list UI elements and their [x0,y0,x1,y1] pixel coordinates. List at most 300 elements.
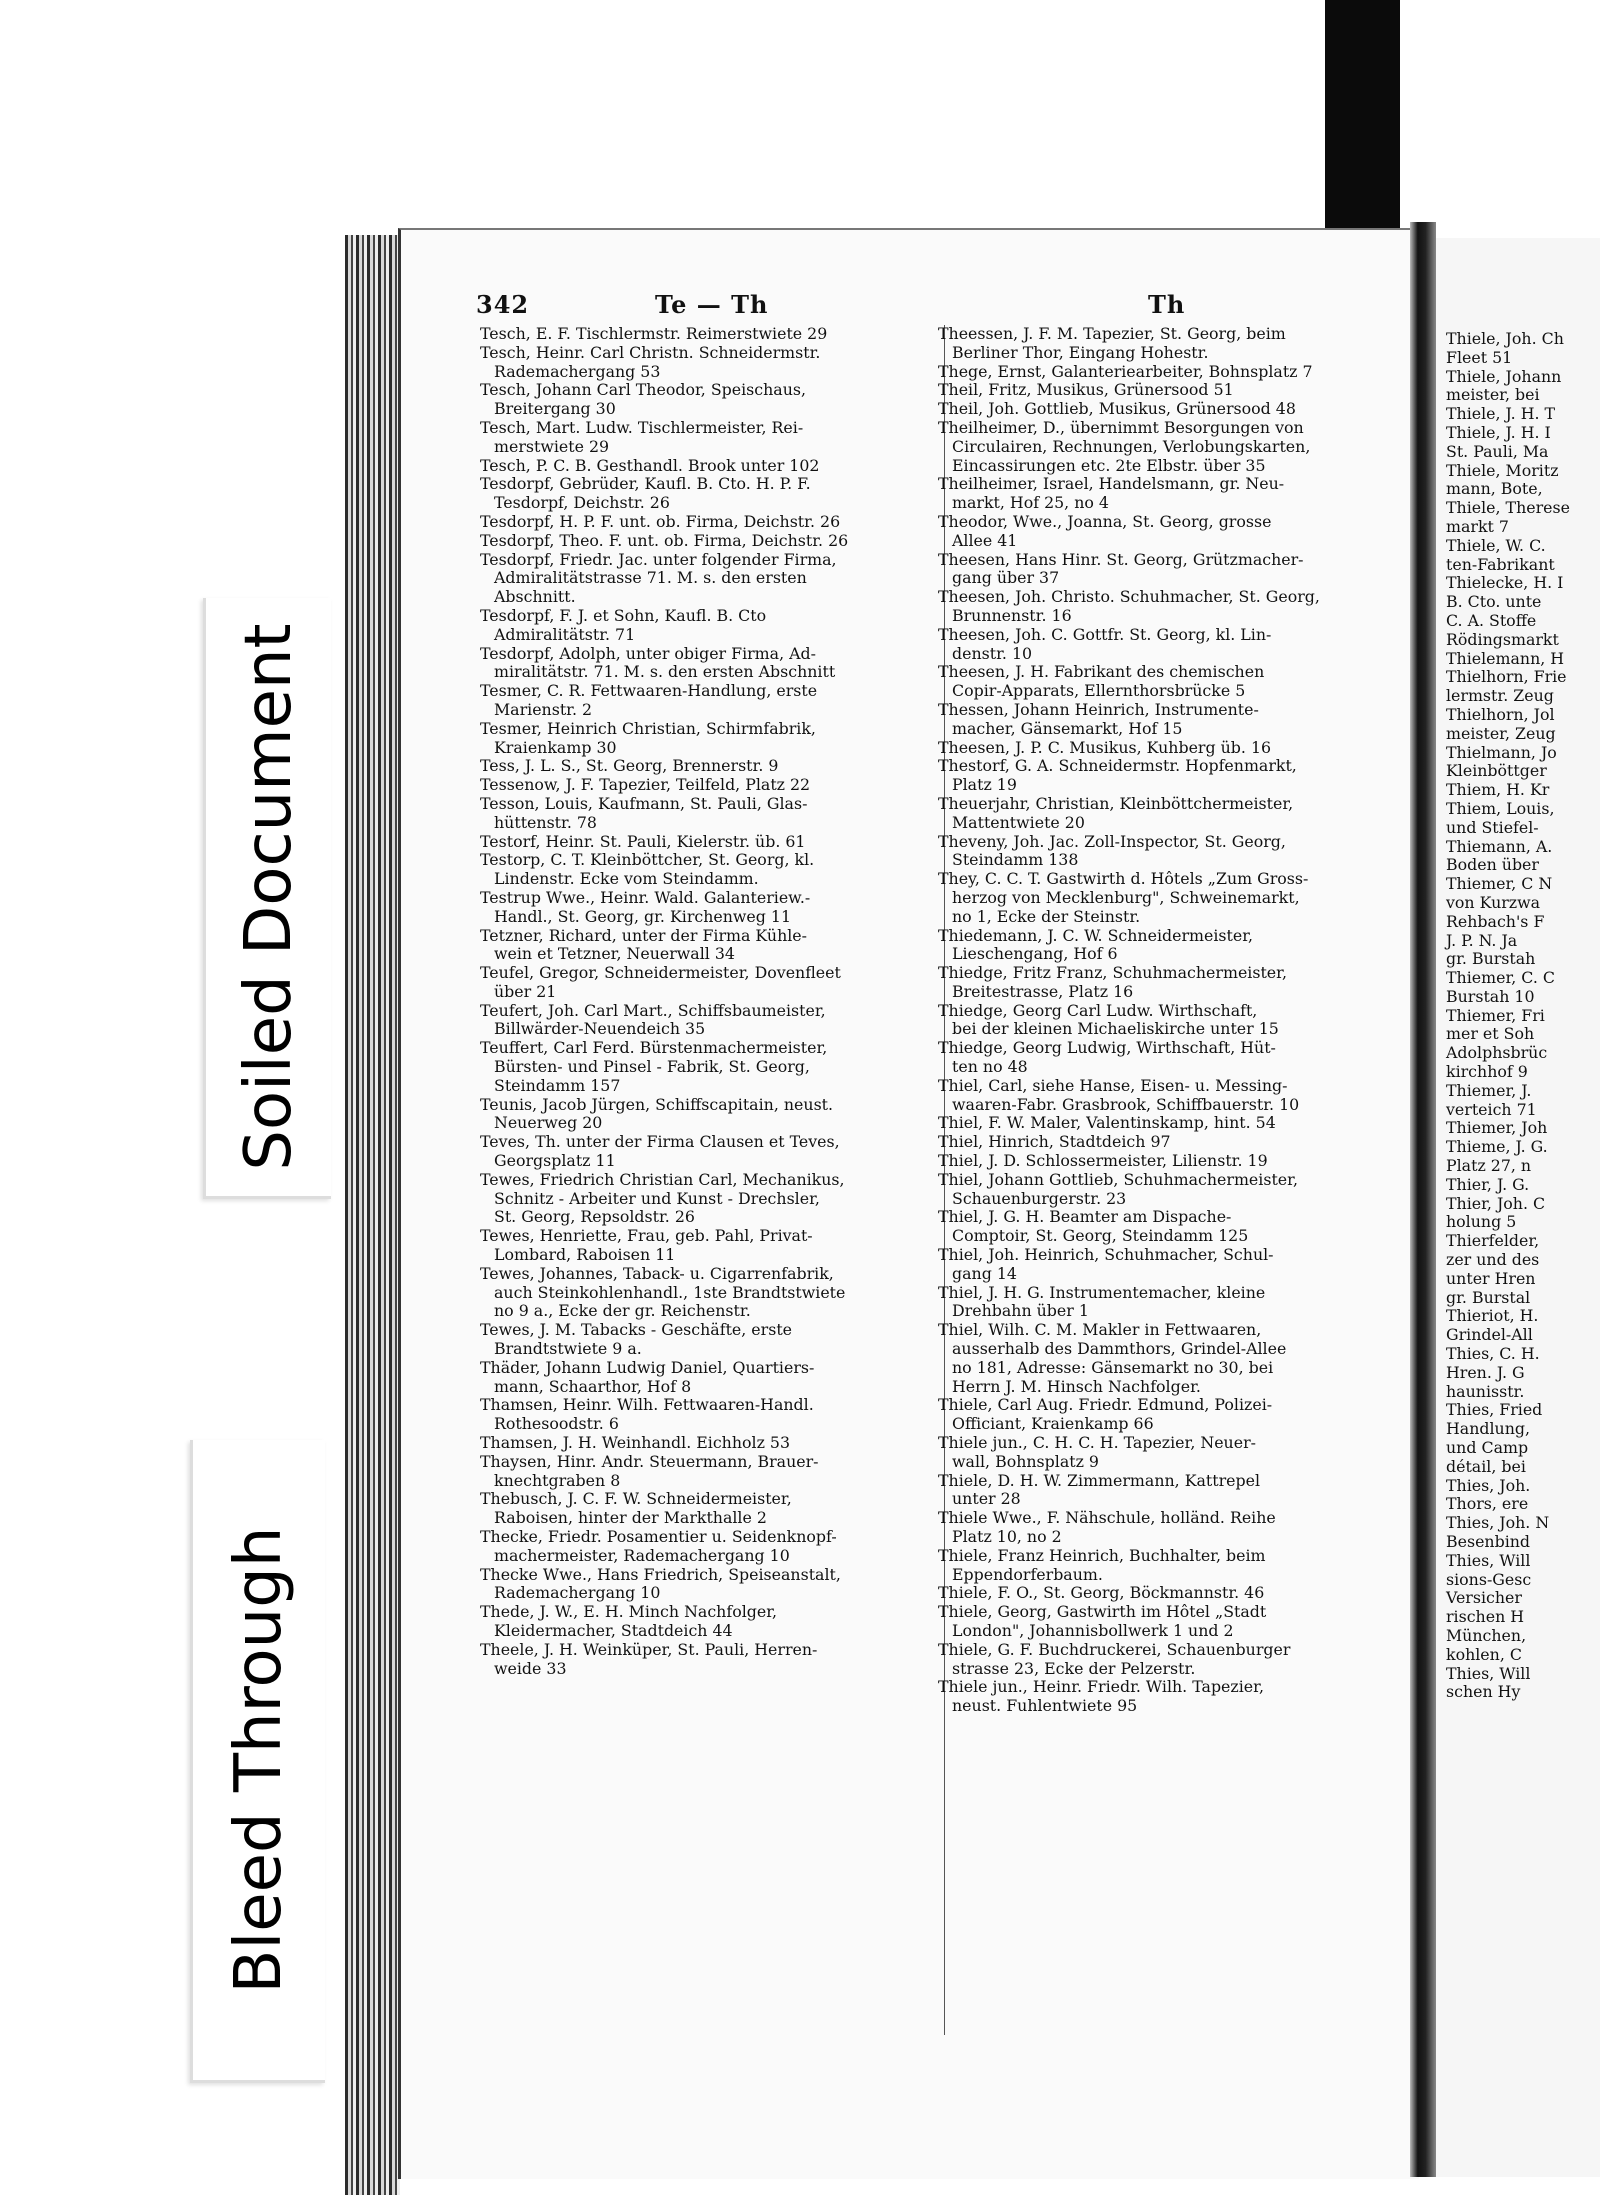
directory-entry [480,833,938,852]
entry-line: Teunis, Jacob Jürgen, Schiffscapitain, neust. [480,1094,834,1114]
next-page-line: Thiele, W. C. [1446,535,1546,555]
directory-entry [938,1208,1390,1246]
directory-entry [480,532,938,551]
entry-continuation: Brandtstwiete 9 a. [494,1339,642,1359]
entry-continuation: ausserhalb des Dammthors, Grindel-Allee [952,1339,1287,1359]
next-page-line: Kleinböttger [1446,761,1547,781]
entry-line: Theesen, J. H. Fabrikant des chemischen [938,662,1265,682]
directory-entry [938,1114,1390,1133]
entry-line: Thiedge, Georg Ludwig, Wirthschaft, Hüt- [938,1038,1276,1058]
directory-entry [480,1227,938,1265]
entry-continuation: Berliner Thor, Eingang Hohestr. [952,342,1209,362]
next-page-line: Thies, C. H. [1446,1344,1540,1364]
next-page-line: C. A. Stoffe [1446,610,1537,630]
directory-entry [938,833,1390,871]
next-page-line: München, [1446,1625,1527,1645]
next-page-line: markt 7 [1446,516,1509,536]
entry-line: Thecke Wwe., Hans Friedrich, Speiseanstalt, [480,1564,841,1584]
entry-line: Thiele Wwe., F. Nähschule, holländ. Reihe [938,1508,1276,1528]
entry-line: Tesmer, Heinrich Christian, Schirmfabrik, [480,718,816,738]
directory-entry [480,513,938,532]
entry-line: Testorf, Heinr. St. Pauli, Kielerstr. üb. 61 [480,831,806,851]
directory-entry [480,1528,938,1566]
entry-line: Tesdorpf, Adolph, unter obiger Firma, Ad- [480,643,816,663]
entry-continuation: Lieschengang, Hof 6 [952,944,1118,964]
entry-continuation: Georgsplatz 11 [494,1151,616,1171]
bleed-through-text: Bleed Through [222,1526,296,1994]
entry-line: Teufert, Joh. Carl Mart., Schiffsbaumeister, [480,1000,826,1020]
entry-line: Testrup Wwe., Heinr. Wald. Galanteriew.- [480,887,811,907]
directory-entry [938,739,1390,758]
directory-entry [480,1002,938,1040]
directory-entry [938,1039,1390,1077]
directory-entry [480,1603,938,1641]
directory-entry [480,1434,938,1453]
entry-continuation: herzog von Mecklenburg", Schweinemarkt, [952,887,1300,907]
entry-line: Thiel, F. W. Maler, Valentinskamp, hint. 54 [938,1113,1276,1133]
entry-line: Teuffert, Carl Ferd. Bürstenmachermeister, [480,1038,828,1058]
directory-entry [480,1133,938,1171]
directory-entry [938,870,1390,926]
next-page-line: ten-Fabrikant [1446,554,1555,574]
entry-continuation: Rademachergang 53 [494,361,661,381]
next-page-line: Thiele, Joh. Ch [1446,329,1564,348]
directory-entry [480,645,938,683]
directory-entry [938,363,1390,382]
next-page-line: Thielhorn, Frie [1446,667,1567,687]
entry-line: Thiele, D. H. W. Zimmermann, Kattrepel [938,1470,1261,1490]
next-page-line: Thies, Fried [1446,1400,1543,1420]
entry-line: Tess, J. L. S., St. Georg, Brennerstr. 9 [480,756,779,776]
next-page-line: Versicher [1446,1588,1522,1608]
entry-continuation: hüttenstr. 78 [494,812,597,832]
next-page-line: Rehbach's F [1446,911,1545,931]
entry-line: They, C. C. T. Gastwirth d. Hôtels „Zum Gross- [938,869,1309,889]
next-page-line: kohlen, C [1446,1644,1522,1664]
directory-entry [938,626,1390,664]
entry-continuation: no 9 a., Ecke der gr. Reichenstr. [494,1301,751,1321]
entry-line: Thessen, Johann Heinrich, Instrumente- [938,699,1259,719]
next-page-line: Thiemer, C N [1446,874,1553,894]
next-page-line: und Stiefel- [1446,817,1539,837]
next-page-line: St. Pauli, Ma [1446,441,1549,461]
entry-continuation: St. Georg, Repsoldstr. 26 [494,1207,695,1227]
entry-line: Thecke, Friedr. Posamentier u. Seidenknopf- [480,1527,837,1546]
next-page-line: Fleet 51 [1446,347,1513,367]
directory-entry [938,1678,1390,1716]
directory-entry [938,1284,1390,1322]
entry-line: Tewes, Johannes, Taback- u. Cigarrenfabrik, [480,1263,834,1283]
directory-entry [480,1039,938,1095]
entry-continuation: strasse 23, Ecke der Pelzerstr. [952,1658,1196,1678]
entry-continuation: Steindamm 157 [494,1075,621,1095]
entry-line: Thiel, J. G. H. Beamter am Dispache- [938,1207,1232,1227]
directory-entry [480,419,938,457]
next-page-line: Handlung, [1446,1419,1531,1439]
next-page-line: Thiemer, Fri [1446,1005,1545,1025]
entry-continuation: no 1, Ecke der Steinstr. [952,906,1141,926]
entry-line: Thiedemann, J. C. W. Schneidermeister, [938,925,1254,945]
directory-entry [938,400,1390,419]
next-page-line: haunisstr. [1446,1381,1525,1401]
next-page-line: Thier, J. G. [1446,1174,1530,1194]
directory-entry [938,1472,1390,1510]
directory-entry [480,325,938,344]
entry-continuation: weide 33 [494,1658,567,1678]
next-page-line: Besenbind [1446,1532,1531,1551]
next-page-line: Boden über [1446,855,1539,875]
entry-continuation: merstwiete 29 [494,436,610,456]
entry-continuation: wein et Tetzner, Neuerwall 34 [494,944,735,964]
entry-continuation: Bürsten- und Pinsel - Fabrik, St. Georg, [494,1057,810,1077]
directory-entry [480,889,938,927]
directory-entry [480,1641,938,1679]
next-page-line: Thielecke, H. I [1446,573,1564,593]
directory-entry [480,607,938,645]
entry-line: Theesen, Hans Hinr. St. Georg, Grützmacher- [938,549,1304,569]
directory-entry [480,682,938,720]
entry-continuation: Brunnenstr. 16 [952,605,1072,625]
directory-entry [938,1321,1390,1396]
entry-continuation: Copir-Apparats, Ellernthorsbrücke 5 [952,681,1246,701]
entry-line: Thäder, Johann Ludwig Daniel, Quartiers- [480,1357,815,1377]
entry-line: Theesen, Joh. Christo. Schuhmacher, St. Georg, [938,587,1320,607]
directory-entry [480,1171,938,1227]
entry-line: Theesen, J. P. C. Musikus, Kuhberg üb. 16 [938,737,1272,757]
entry-line: Tesdorpf, F. J. et Sohn, Kaufl. B. Cto [480,605,767,625]
directory-entry [938,475,1390,513]
right-column [938,325,1390,1716]
next-page-line: unter Hren [1446,1268,1536,1288]
directory-entry [938,588,1390,626]
entry-line: Tewes, Friedrich Christian Carl, Mechanikus, [480,1169,845,1189]
directory-entry [480,1359,938,1397]
next-page-line: meister, bei [1446,385,1540,405]
entry-continuation: Schauenburgerstr. 23 [952,1188,1127,1208]
next-page-line: mer et Soh [1446,1024,1535,1044]
next-page-line: Thiele, J. H. I [1446,422,1551,442]
entry-continuation: Rothesoodstr. 6 [494,1414,619,1434]
entry-continuation: Schnitz - Arbeiter und Kunst - Drechsler, [494,1188,820,1208]
entry-continuation: Admiralitätstr. 71 [494,624,636,644]
directory-entry [938,1002,1390,1040]
entry-continuation: Abschnitt. [494,587,576,607]
next-page-line: gr. Burstal [1446,1287,1531,1307]
next-page-line: Thiele, Therese [1446,498,1570,518]
entry-continuation: denstr. 10 [952,643,1033,663]
directory-entry [480,1265,938,1321]
directory-entry [480,927,938,965]
next-page-line: rischen H [1446,1607,1525,1627]
entry-line: Teufel, Gregor, Schneidermeister, Dovenfleet [480,963,841,983]
entry-continuation: Breitergang 30 [494,399,616,419]
directory-entry [480,1396,938,1434]
entry-line: Teves, Th. unter der Firma Clausen et Teves, [480,1132,840,1152]
directory-entry [938,964,1390,1002]
next-page-line: zer und des [1446,1250,1540,1270]
entry-continuation: markt, Hof 25, no 4 [952,493,1109,513]
entry-line: Tewes, J. M. Tabacks - Geschäfte, erste [480,1320,793,1340]
entry-line: Theil, Joh. Gottlieb, Musikus, Grünersood 48 [938,399,1296,419]
entry-line: Thiel, Joh. Heinrich, Schuhmacher, Schul- [938,1245,1274,1265]
directory-entry [938,927,1390,965]
entry-line: Tessenow, J. F. Tapezier, Teilfeld, Platz 22 [480,775,811,795]
book-gutter [1410,222,1436,2177]
directory-entry [480,457,938,476]
page-number: 342 [476,290,530,319]
directory-entry [480,776,938,795]
next-page-line: holung 5 [1446,1212,1517,1232]
entry-continuation: Platz 10, no 2 [952,1527,1062,1546]
entry-line: Thiel, Johann Gottlieb, Schuhmachermeister, [938,1169,1298,1189]
next-page-line: Thors, ere [1446,1494,1529,1514]
entry-continuation: Comptoir, St. Georg, Steindamm 125 [952,1226,1249,1246]
directory-entry [938,325,1390,363]
next-page-line: Thielemann, H [1446,648,1565,668]
entry-continuation: Marienstr. 2 [494,699,593,719]
directory-entry [938,1547,1390,1585]
directory-entry [938,1152,1390,1171]
next-page-line: Thies, Joh. N [1446,1513,1550,1533]
entry-continuation: Eppendorferbaum. [952,1564,1103,1584]
entry-line: Thiedge, Fritz Franz, Schuhmachermeister, [938,963,1287,983]
entry-line: Thede, J. W., E. H. Minch Nachfolger, [480,1602,778,1622]
entry-line: Tesch, Heinr. Carl Christn. Schneidermstr. [480,342,821,362]
directory-entry [480,851,938,889]
entry-continuation: Handl., St. Georg, gr. Kirchenweg 11 [494,906,792,926]
entry-line: Theuerjahr, Christian, Kleinböttchermeister, [938,793,1294,813]
entry-continuation: Steindamm 138 [952,850,1079,870]
entry-line: Thiel, Wilh. C. M. Makler in Fettwaaren, [938,1320,1262,1340]
next-page-line: Thieme, J. G. [1446,1137,1548,1157]
entry-line: Thiele, Carl Aug. Friedr. Edmund, Polizei- [938,1395,1273,1415]
directory-entry [938,757,1390,795]
next-page-line: Thiemer, Joh [1446,1118,1548,1138]
next-page-line: Thiem, Louis, [1446,798,1555,818]
entry-continuation: no 181, Adresse: Gänsemarkt no 30, bei [952,1357,1274,1377]
entry-continuation: Admiralitätstrasse 71. M. s. den ersten [494,568,807,588]
directory-entry [938,551,1390,589]
entry-continuation: waaren-Fabr. Grasbrook, Schiffbauerstr. 10 [952,1094,1300,1114]
entry-line: Tesdorpf, Friedr. Jac. unter folgender Firma, [480,549,837,569]
entry-line: Thiele jun., C. H. C. H. Tapezier, Neuer- [938,1433,1256,1453]
book-page-edges [345,235,400,2195]
entry-line: Thege, Ernst, Galanteriearbeiter, Bohnsplatz 7 [938,361,1313,381]
bleed-through-stamp [190,1440,325,2083]
next-page-line: Thier, Joh. C [1446,1193,1546,1213]
entry-line: Theveny, Joh. Jac. Zoll-Inspector, St. Georg, [938,831,1286,851]
directory-entry [938,701,1390,739]
directory-entry [938,381,1390,400]
next-page-line: Thies, Joh. [1446,1475,1531,1495]
next-page-line: schen Hy [1446,1682,1521,1702]
entry-continuation: Allee 41 [952,530,1018,550]
entry-continuation: Raboisen, hinter der Markthalle 2 [494,1508,767,1528]
directory-entry [480,551,938,607]
entry-line: Thebusch, J. C. F. W. Schneidermeister, [480,1489,792,1509]
directory-entry [938,419,1390,475]
next-page-line: Hren. J. G [1446,1362,1525,1382]
soiled-document-text: Soiled Document [231,623,306,1171]
entry-line: Thestorf, G. A. Schneidermstr. Hopfenmarkt, [938,756,1297,776]
entry-line: Tesdorpf, Gebrüder, Kaufl. B. Cto. H. P. F. [480,474,811,494]
entry-continuation: Lombard, Raboisen 11 [494,1245,676,1265]
entry-line: Tesch, Mart. Ludw. Tischlermeister, Rei- [480,417,804,437]
directory-entry [938,1434,1390,1472]
entry-line: Theilheimer, Israel, Handelsmann, gr. Neu- [938,474,1285,494]
entry-line: Thaysen, Hinr. Andr. Steuermann, Brauer- [480,1451,819,1471]
directory-entry [480,795,938,833]
entry-continuation: unter 28 [952,1489,1021,1509]
entry-line: Theilheimer, D., übernimmt Besorgungen von [938,417,1304,437]
next-page-line: Thiem, H. Kr [1446,780,1550,800]
entry-continuation: Platz 19 [952,775,1017,795]
entry-line: Theodor, Wwe., Joanna, St. Georg, grosse [938,511,1272,531]
entry-continuation: Officiant, Kraienkamp 66 [952,1414,1154,1434]
next-page-line: Thiele, Moritz [1446,460,1559,480]
entry-line: Tesch, P. C. B. Gesthandl. Brook unter 102 [480,455,820,475]
next-page-line: von Kurzwa [1446,892,1541,912]
entry-line: Thiele, Georg, Gastwirth im Hôtel „Stadt [938,1602,1267,1622]
entry-continuation: knechtgraben 8 [494,1470,621,1490]
directory-entry [938,513,1390,551]
next-page-line: sions-Gesc [1446,1569,1532,1589]
directory-entry [938,1641,1390,1679]
left-running-head: Te — Th [655,290,769,319]
next-page-line: gr. Burstah [1446,949,1536,969]
entry-continuation: auch Steinkohlenhandl., 1ste Brandtstwiete [494,1282,846,1302]
next-page-line: Platz 27, n [1446,1156,1532,1176]
soiled-document-stamp [203,598,331,1199]
entry-line: Thiel, Carl, siehe Hanse, Eisen- u. Messing- [938,1075,1288,1095]
directory-entry [480,1321,938,1359]
entry-continuation: gang über 37 [952,568,1060,588]
entry-continuation: miralitätstr. 71. M. s. den ersten Abschnitt [494,662,836,682]
next-page-line: mann, Bote, [1446,479,1543,499]
directory-entry [938,1246,1390,1284]
entry-continuation: Circulairen, Rechnungen, Verlobungskarten, [952,436,1311,456]
entry-continuation: Lindenstr. Ecke vom Steindamm. [494,869,759,889]
next-page-line: lermstr. Zeug [1446,686,1554,706]
entry-continuation: bei der kleinen Michaeliskirche unter 15 [952,1019,1279,1039]
entry-line: Tesch, Johann Carl Theodor, Speischaus, [480,380,806,400]
directory-entry [938,663,1390,701]
next-page-line: Thiele, Johann [1446,366,1562,386]
directory-entry [480,964,938,1002]
entry-line: Theele, J. H. Weinküper, St. Pauli, Herren- [480,1639,818,1659]
next-page-line: Adolphsbrüc [1446,1043,1548,1063]
entry-continuation: Billwärder-Neuendeich 35 [494,1019,706,1039]
entry-line: Thiel, J. H. G. Instrumentemacher, kleine [938,1282,1266,1302]
entry-continuation: London", Johannisbollwerk 1 und 2 [952,1620,1234,1640]
entry-continuation: neust. Fuhlentwiete 95 [952,1696,1138,1716]
next-page-line: Rödingsmarkt [1446,629,1559,649]
directory-entry [938,1584,1390,1603]
entry-continuation: ten no 48 [952,1057,1028,1077]
entry-continuation: gang 14 [952,1263,1017,1283]
next-page-line: verteich 71 [1446,1099,1537,1119]
next-page-line: détail, bei [1446,1456,1526,1476]
entry-line: Tesdorpf, Theo. F. unt. ob. Firma, Deichstr. 26 [480,530,849,550]
entry-continuation: wall, Bohnsplatz 9 [952,1451,1099,1471]
next-page-line: Thieriot, H. [1446,1306,1539,1326]
directory-entry [938,1509,1390,1547]
next-page-line: Thiemer, C. C [1446,968,1555,988]
directory-entry [938,1077,1390,1115]
directory-entry [480,475,938,513]
entry-continuation: Kraienkamp 30 [494,737,617,757]
entry-continuation: mann, Schaarthor, Hof 8 [494,1376,692,1396]
next-page-line: und Camp [1446,1438,1529,1458]
entry-continuation: über 21 [494,981,557,1001]
entry-line: Thiele, G. F. Buchdruckerei, Schauenburger [938,1639,1291,1659]
entry-continuation: Drehbahn über 1 [952,1301,1089,1321]
directory-entry [480,344,938,382]
entry-continuation: Tesdorpf, Deichstr. 26 [494,493,670,513]
directory-entry [480,1566,938,1604]
entry-line: Tesch, E. F. Tischlermstr. Reimerstwiete 29 [480,324,828,343]
entry-line: Tesson, Louis, Kaufmann, St. Pauli, Glas- [480,793,808,813]
directory-entry [938,1396,1390,1434]
next-page-line: Thierfelder, [1446,1231,1540,1251]
next-page-line: J. P. N. Ja [1446,930,1518,950]
entry-continuation: machermeister, Rademachergang 10 [494,1545,790,1565]
entry-line: Thiel, J. D. Schlossermeister, Lilienstr. 19 [938,1151,1268,1171]
directory-entry [480,1490,938,1528]
entry-line: Thiele, Franz Heinrich, Buchhalter, beim [938,1545,1266,1565]
directory-entry [480,720,938,758]
entry-line: Thamsen, J. H. Weinhandl. Eichholz 53 [480,1433,791,1453]
next-page-line: Thiele, J. H. T [1446,404,1556,424]
next-page-line: kirchhof 9 [1446,1062,1528,1082]
next-page-column [1446,330,1600,1702]
next-page-line: Thiemer, J. [1446,1080,1532,1100]
next-page-line: meister, Zeug [1446,723,1556,743]
next-page-line: Grindel-All [1446,1325,1533,1345]
left-column [480,325,945,2035]
entry-continuation: Rademachergang 10 [494,1583,661,1603]
entry-line: Theil, Fritz, Musikus, Grünersood 51 [938,380,1234,400]
next-page-line: Burstah 10 [1446,986,1535,1006]
entry-line: Thiele, F. O., St. Georg, Böckmannstr. 46 [938,1583,1265,1603]
entry-line: Theesen, Joh. C. Gottfr. St. Georg, kl. Lin- [938,624,1272,644]
entry-continuation: Herrn J. M. Hinsch Nachfolger. [952,1376,1201,1396]
entry-line: Thiel, Hinrich, Stadtdeich 97 [938,1132,1171,1152]
directory-entry [480,381,938,419]
entry-line: Tesmer, C. R. Fettwaaren-Handlung, erste [480,681,818,701]
next-page-line: Thielmann, Jo [1446,742,1557,762]
directory-entry [938,795,1390,833]
directory-entry [938,1603,1390,1641]
next-page-partial [1436,238,1600,2177]
entry-line: Testorp, C. T. Kleinböttcher, St. Georg, kl. [480,850,815,870]
directory-entry [480,757,938,776]
entry-continuation: Mattentwiete 20 [952,812,1085,832]
entry-line: Tetzner, Richard, unter der Firma Kühle- [480,925,807,945]
directory-entry [480,1096,938,1134]
directory-entry [938,1171,1390,1209]
next-page-line: Thielhorn, Jol [1446,704,1555,724]
next-page-line: Thies, Will [1446,1550,1531,1570]
directory-entry [938,1133,1390,1152]
entry-continuation: Kleidermacher, Stadtdeich 44 [494,1620,733,1640]
entry-continuation: Neuerweg 20 [494,1113,603,1133]
right-running-head: Th [1148,290,1186,319]
entry-line: Tesdorpf, H. P. F. unt. ob. Firma, Deichstr. 26 [480,511,841,531]
next-page-line: Thiemann, A. [1446,836,1553,856]
entry-line: Theessen, J. F. M. Tapezier, St. Georg, beim [938,324,1286,343]
entry-line: Thamsen, Heinr. Wilh. Fettwaaren-Handl. [480,1395,814,1415]
